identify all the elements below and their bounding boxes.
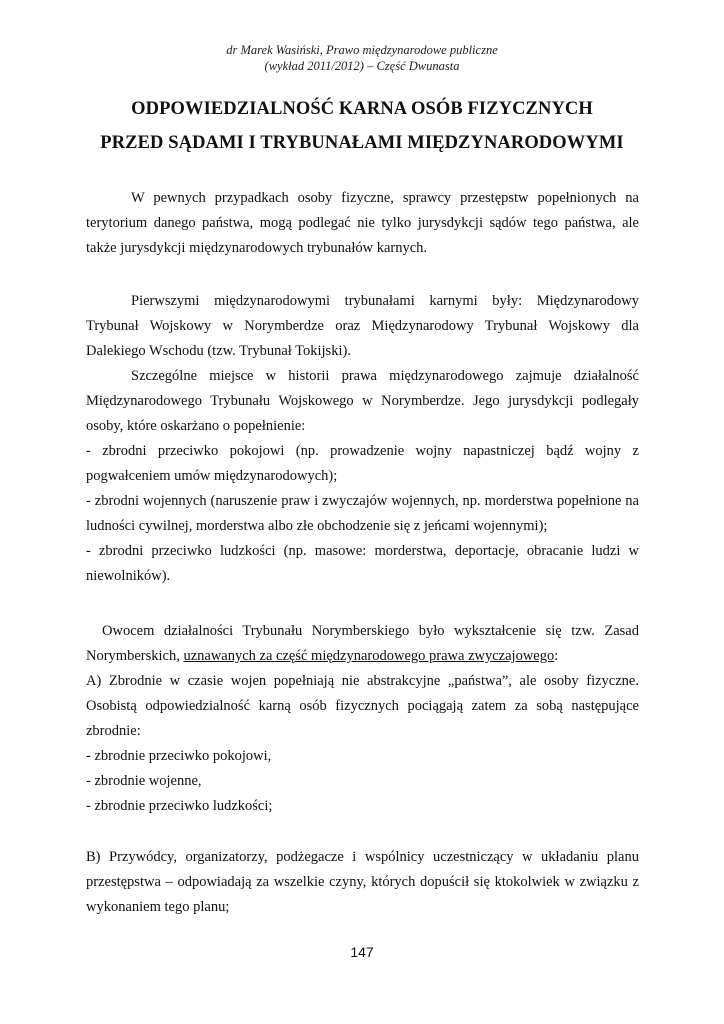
paragraph-principle-b bbox=[86, 845, 639, 920]
principle-a: A) Zbrodnie w czasie wojen popełniają nie abstrakcyjne „państwa”, ale osoby fizyczne. Osobistą odpowiedzialność karną osób fizycznych pociągają zatem za sobą następujące zbrodnie: bbox=[86, 673, 639, 739]
list-item: - zbrodni wojennych (naruszenie praw i zwyczajów wojennych, np. morderstwa popełnione na ludności cywilnej, morderstwa albo złe obchodzenie się z jeńcami wojennymi); bbox=[86, 493, 639, 534]
list-item: - zbrodnie przeciwko ludzkości; bbox=[86, 798, 273, 814]
paragraph-tribunals bbox=[86, 289, 639, 589]
paragraph-intro bbox=[86, 186, 639, 261]
paragraph-text bbox=[86, 619, 639, 669]
running-header-line1: dr Marek Wasiński, Prawo międzynarodowe publiczne bbox=[226, 43, 498, 57]
chapter-title-line1: ODPOWIEDZIALNOŚĆ KARNA OSÓB FIZYCZNYCH bbox=[131, 99, 593, 119]
page-number: 147 bbox=[350, 944, 374, 960]
paragraph-text: Pierwszymi międzynarodowymi trybunałami karnymi były: Międzynarodowy Trybunał Wojskowy w Norymberdze oraz Międzynarodowy Trybunał Wojskowy dla Dalekiego Wschodu (tzw. Trybunał Tokijski). bbox=[86, 293, 639, 359]
paragraph-text-start: Owocem działalności Trybunału Norymberskiego było wykształcenie się tzw. Zasad Norymberskich, bbox=[86, 623, 639, 664]
list-item: - zbrodnie przeciwko pokojowi, bbox=[86, 748, 272, 764]
list-item: - zbrodnie wojenne, bbox=[86, 773, 202, 789]
list-item: - zbrodni przeciwko ludzkości (np. masowe: morderstwa, deportacje, obracanie ludzi w niewolników). bbox=[86, 543, 639, 584]
paragraph-text-end: : bbox=[554, 648, 559, 664]
paragraph-text: Szczególne miejsce w historii prawa międzynarodowego zajmuje działalność Międzynarodowego Trybunału Wojskowego w Norymberdze. Jego jurysdykcji podlegały osoby, które oskarżano o popełnienie: bbox=[86, 368, 639, 434]
chapter-title-line2: PRZED SĄDAMI I TRYBUNAŁAMI MIĘDZYNARODOWYMI bbox=[100, 133, 624, 153]
paragraph-text: W pewnych przypadkach osoby fizyczne, sprawcy przestępstw popełnionych na terytorium danego państwa, mogą podlegać nie tylko jurysdykcji sądów tego państwa, ale także jurysdykcji międzynarodowych trybunałów karnych. bbox=[86, 190, 639, 256]
list-item: - zbrodni przeciwko pokojowi (np. prowadzenie wojny napastniczej bądź wojny z pogwałceniem umów międzynarodowych); bbox=[86, 443, 639, 484]
underlined-phrase: uznawanych za część międzynarodowego prawa zwyczajowego bbox=[183, 648, 555, 664]
paragraph-nuremberg-principles bbox=[86, 619, 639, 819]
principle-b: B) Przywódcy, organizatorzy, podżegacze i wspólnicy uczestniczący w układaniu planu przestępstwa – odpowiadają za wszelkie czyny, których dopuścił się ktokolwiek w związku z wykonaniem tego planu; bbox=[86, 849, 639, 915]
running-header-line2: (wykład 2011/2012) – Część Dwunasta bbox=[264, 59, 460, 73]
